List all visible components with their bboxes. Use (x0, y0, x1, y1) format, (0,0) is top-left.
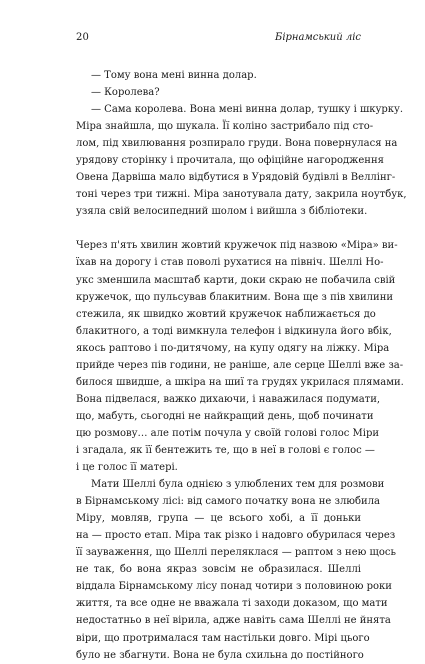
paragraph (76, 476, 396, 664)
paragraph (76, 84, 361, 101)
text-line: Міру, мовляв, група — це всього хобі, а її доньки (76, 513, 361, 525)
text-line: тоні через три тижні. Міра занотувала дату, закрила ноутбук, (76, 189, 407, 201)
body-text (76, 67, 407, 664)
text-line: віри, що протрималася там настільки довго. Мірі цього (76, 632, 370, 644)
text-line: Мати Шеллі була однією з улюблених тем для розмови (91, 479, 385, 491)
text-line: Через п'ять хвилин жовтий кружечок під назвою «Міра» ви- (76, 240, 398, 252)
text-line: стежила, як швидко жовтий кружечок наближається до (76, 308, 376, 320)
page-number: 20 (76, 32, 90, 43)
text-line: урядову сторінку і прочитала, що офіційне нагородження (76, 155, 384, 167)
paragraph (76, 237, 404, 476)
text-line: — Сама королева. Вона мені винна долар, тушку і шкурку. (91, 104, 404, 116)
text-line: їхав на дорогу і став поволі рухатися на північ. Шеллі Но- (76, 257, 384, 269)
text-line: і згадала, як її бентежить те, що в неї в голові є голос — (76, 444, 375, 456)
text-line: — Тому вона мені винна долар. (91, 70, 257, 81)
book-title: Бірнамський ліс (274, 32, 361, 43)
text-line: що, мабуть, сьогодні не найкращий день, щоб починати (76, 410, 374, 422)
text-line: укс зменшила масштаб карти, доки скраю не побачила свій (76, 274, 396, 286)
text-line: на — просто етап. Міра так різко і надовго обурилася через (76, 530, 396, 542)
text-line: в Бірнамському лісі: від самого початку вона не злюбила (76, 496, 381, 508)
text-line: було не збагнути. Вона не була схильна до постійного (76, 649, 364, 661)
text-line: Овена Дарвіша мало відбутися в Урядовій будівлі в Веллінг- (76, 172, 396, 184)
text-line: прийде через пів години, не раніше, але серце Шеллі вже за- (76, 359, 404, 371)
text-line: життя, та все одне не вважала ті заходи доказом, що мати (76, 598, 388, 610)
text-line: і це голос її матері. (76, 462, 178, 474)
paragraph (76, 101, 407, 220)
text-line: її зауваження, що Шеллі переляклася — раптом з нею щось (76, 547, 396, 559)
running-head (76, 32, 361, 46)
text-line: лом, під хвилювання розпирало груди. Вона повернулася на (76, 138, 398, 150)
text-line: узяла свій велосипедний шолом і вийшла з бібліотеки. (76, 206, 368, 218)
text-line: віддала Бірнамському лісу понад чотири з половиною роки (76, 581, 392, 593)
text-line: кружечок, що пульсував блакитним. Вона ще з пів хвилини (76, 291, 394, 303)
text-line: билося швидше, а шкіра на шиї та грудях укрилася плямами. (76, 376, 404, 388)
text-line: не так, бо вона якраз зовсім не образилася. Шеллі (76, 564, 361, 576)
text-line: Міра знайшла, що шукала. Її коліно застрибало під сто- (76, 121, 374, 133)
paragraph (76, 67, 361, 84)
text-line: — Королева? (91, 87, 160, 99)
text-line: недостатньо в неї вірила, адже навіть сама Шеллі не йнята (76, 615, 391, 627)
text-line: Вона підвелася, важко дихаючи, і наважилася подумати, (76, 393, 381, 405)
text-line: цю розмову… але потім почула у своїй голові голос Міри (76, 427, 380, 439)
text-line: якось раптово і по-дитячому, на купу одягу на ліжку. Міра (76, 342, 390, 354)
text-line: блакитного, а тоді вимкнула телефон і відкинула його вбік, (76, 325, 392, 337)
